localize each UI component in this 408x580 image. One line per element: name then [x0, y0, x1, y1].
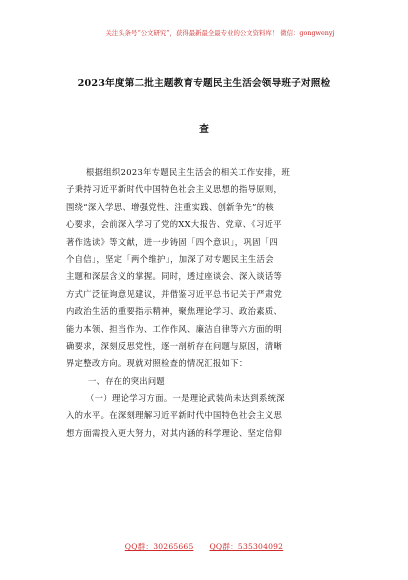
qq-group-link-1[interactable]: QQ群：30265665: [124, 542, 194, 551]
body-line: 界定整改方向。现就对照检查的情况汇报如下：: [66, 358, 248, 369]
header-banner: 关注头条号“公文研究”，获得最新最全最专业的公文资料库！ 微信：gongwenyj: [105, 29, 335, 37]
body-line: 主题和深层含义的掌握。同时，透过座谈会、深入谈话等: [66, 271, 283, 282]
body-line: 心要求，会前深入学习了党的XX大报告、党章、《习近平: [66, 219, 282, 230]
qq-group-link-2[interactable]: QQ群：535304092: [209, 542, 284, 551]
body-line: 根据组织2023年专题民主生活会的相关工作安排，班: [86, 167, 291, 177]
body-line: 方式广泛征询意见建议，并借鉴习近平总书记关于严肃党: [66, 288, 283, 299]
document-title-continued: 查: [199, 124, 209, 135]
body-line: 想方面需投入更大努力，对其内涵的科学理论、坚定信仰: [66, 427, 283, 438]
footer-qq-groups: [0, 541, 408, 552]
document-title: 2023年度第二批主题教育专题民主生活会领导班子对照检: [77, 78, 331, 89]
body-line: （一）理论学习方面。一是理论武装尚未达到系统深: [86, 393, 285, 404]
body-line: 围绕“深入学思、增强党性、注重实践、创新争先”的核: [66, 201, 275, 212]
body-line: 入的水平。在深刻理解习近平新时代中国特色社会主义思: [66, 410, 283, 421]
body-line: 能力本领、担当作为、工作作风、廉洁自律等六方面的明: [66, 323, 283, 334]
body-line: 著作选读》等文献，进一步铸固「四个意识」，巩固「四: [66, 236, 279, 247]
section-heading: 一、存在的突出问题: [88, 375, 165, 386]
body-line: 个自信」，坚定「两个维护」，加深了对专题民主生活会: [66, 253, 274, 264]
body-line: 内政治生活的重要指示精神，聚焦理论学习、政治素质、: [66, 306, 283, 317]
body-line: 子秉持习近平新时代中国特色社会主义思想的指导原则，: [66, 184, 283, 195]
document-body: [66, 164, 360, 442]
body-line: 确要求，深刻反思党性，逐一剖析存在问题与原因，清晰: [66, 340, 283, 351]
